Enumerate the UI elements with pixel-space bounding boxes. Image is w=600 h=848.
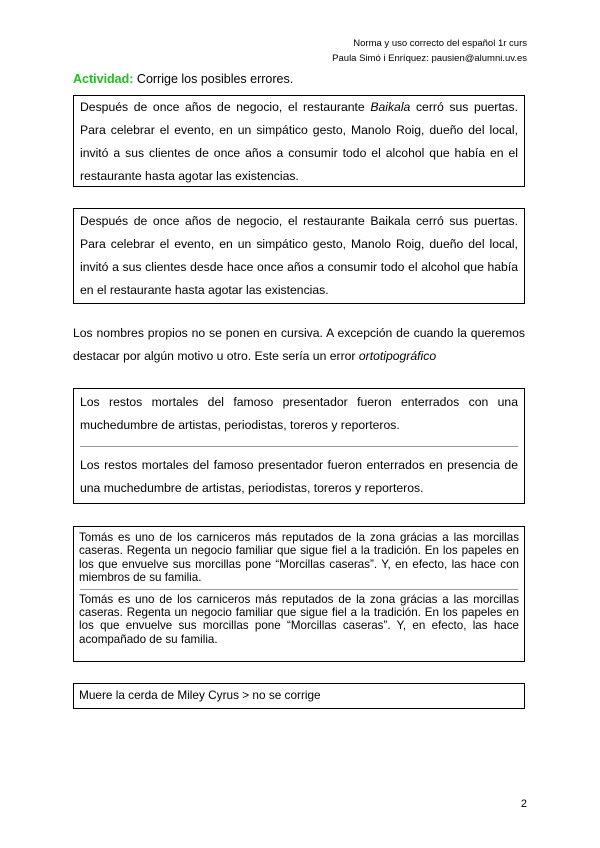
exercise-3-original: Los restos mortales del famoso presentador fueron enterrados con una muchedumbre de artistas, periodistas, toreros y reporteros.	[80, 395, 518, 432]
page-header	[332, 36, 527, 66]
exercise-box-2	[73, 208, 525, 304]
exercise-box-4	[73, 526, 525, 662]
exercise-1-italic: Baikala	[370, 100, 411, 114]
header-author: Paula Simó i Enríquez: pausien@alumni.uv.es	[332, 53, 527, 64]
exercise-1-pre: Después de once años de negocio, el restaurante	[80, 100, 371, 114]
page-number: 2	[520, 798, 527, 810]
exercise-5-text: Muere la cerda de Miley Cyrus > no se corrige	[79, 688, 321, 702]
exercise-3-corrected: Los restos mortales del famoso presentador fueron enterrados en presencia de una muchedumbre de artistas, periodistas, toreros y reporteros.	[80, 458, 518, 495]
exercise-box-1	[73, 95, 525, 187]
activity-label: Actividad:	[73, 72, 134, 86]
exercise-4-corrected: Tomás es uno de los carniceros más reputados de la zona grácias a las morcillas caseras. Regenta un negocio familiar que sigue fiel a la tradición. En los papeles en los que envuelve sus morcillas pone “Morcillas caseras”. Y, en efecto, las hace acompañado de su familia.	[79, 592, 519, 646]
exercise-box-3	[73, 388, 525, 504]
header-course: Norma y uso correcto del español 1r curs	[353, 38, 527, 49]
exercise-4-original: Tomás es uno de los carniceros más reputados de la zona grácias a las morcillas caseras. Regenta un negocio familiar que sigue fiel a la tradición. En los papeles en los que envuelve sus morcillas pone “Morcillas caseras”. Y, en efecto, las hace con miembros de su familia.	[79, 531, 519, 585]
explanation-note	[73, 322, 525, 368]
activity-instruction	[73, 72, 293, 86]
note-italic: ortotipográfico	[358, 349, 437, 363]
exercise-box-5	[73, 683, 525, 709]
note-text: Los nombres propios no se ponen en cursiva. A excepción de cuando la queremos destacar por algún motivo u otro. Este sería un error	[73, 326, 525, 363]
exercise-1-post: cerró sus puertas. Para celebrar el evento, en un simpático gesto, Manolo Roig, dueño del local, invitó a sus clientes de once años a consumir todo el alcohol que había en el restaurante hasta agotar las existencias.	[80, 100, 518, 183]
exercise-1-text	[74, 96, 524, 188]
activity-text: Corrige los posibles errores.	[133, 72, 294, 86]
exercise-2-text: Después de once años de negocio, el restaurante Baikala cerró sus puertas. Para celebrar el evento, en un simpático gesto, Manolo Roig, dueño del local, invitó a sus clientes desde hace once años a consumir todo el alcohol que había en el restaurante hasta agotar las existencias.	[80, 214, 518, 297]
